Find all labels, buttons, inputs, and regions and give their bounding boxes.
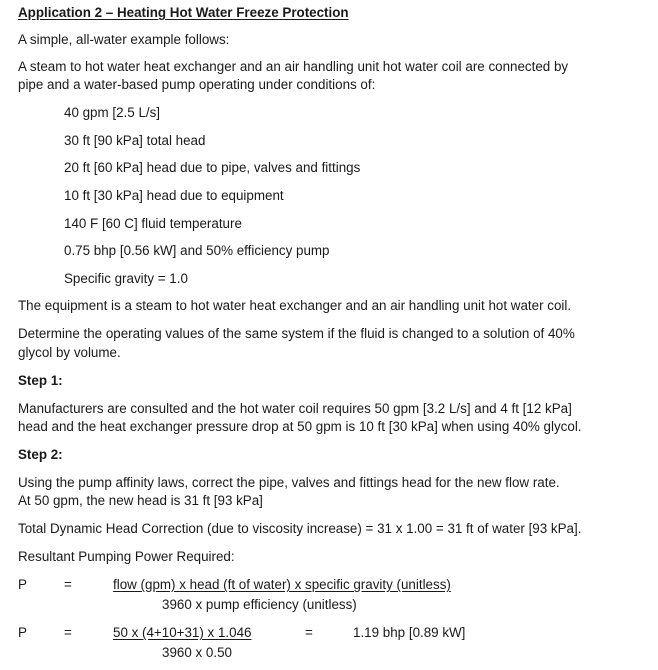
formula2-equals-result: =	[305, 625, 313, 640]
step1-heading: Step 1:	[18, 373, 63, 388]
formula2-result: 1.19 bhp [0.89 kW]	[353, 625, 466, 640]
paragraph-line: pipe and a water-based pump operating under conditions of:	[18, 77, 376, 92]
formula1-denominator: 3960 x pump efficiency (unitless)	[162, 597, 357, 612]
condition-item: 0.75 bhp [0.56 kW] and 50% efficiency pump	[64, 243, 330, 258]
power-heading: Resultant Pumping Power Required:	[18, 549, 235, 564]
step1-line: head and the heat exchanger pressure drop at 50 gpm is 10 ft [30 kPa] when using 40% glycol.	[18, 419, 582, 434]
condition-item: 40 gpm [2.5 L/s]	[64, 105, 161, 120]
determine-line: Determine the operating values of the same system if the fluid is changed to a solution of 40%	[18, 326, 575, 341]
paragraph-line: A steam to hot water heat exchanger and an air handling unit hot water coil are connected by	[18, 59, 569, 74]
formula2-variable: P	[18, 625, 27, 640]
formula2-numerator: 50 x (4+10+31) x 1.046	[113, 625, 252, 640]
formula1-numerator: flow (gpm) x head (ft of water) x specific gravity (unitless)	[113, 577, 451, 592]
formula2-denominator: 3960 x 0.50	[162, 645, 232, 660]
step2-line: Using the pump affinity laws, correct the pipe, valves and fittings head for the new flow rate.	[18, 475, 560, 490]
formula1-variable: P	[18, 577, 27, 592]
condition-item: Specific gravity = 1.0	[64, 271, 188, 286]
step2-heading: Step 2:	[18, 447, 63, 462]
step1-line: Manufacturers are consulted and the hot water coil requires 50 gpm [3.2 L/s] and 4 ft [12 kPa]	[18, 401, 572, 416]
condition-item: 30 ft [90 kPa] total head	[64, 133, 206, 148]
equipment-line: The equipment is a steam to hot water heat exchanger and an air handling unit hot water coil.	[18, 298, 572, 313]
formula2-equals: =	[64, 625, 72, 640]
tdh-line: Total Dynamic Head Correction (due to viscosity increase) = 31 x 1.00 = 31 ft of water [93 kPa].	[18, 521, 582, 536]
formula1-equals: =	[64, 577, 72, 592]
condition-item: 10 ft [30 kPa] head due to equipment	[64, 188, 284, 203]
page-title: Application 2 – Heating Hot Water Freeze Protection	[18, 5, 349, 20]
intro-text: A simple, all-water example follows:	[18, 32, 230, 47]
step2-line: At 50 gpm, the new head is 31 ft [93 kPa]	[18, 493, 263, 508]
determine-line: glycol by volume.	[18, 345, 121, 360]
condition-item: 140 F [60 C] fluid temperature	[64, 216, 242, 231]
condition-item: 20 ft [60 kPa] head due to pipe, valves and fittings	[64, 160, 361, 175]
